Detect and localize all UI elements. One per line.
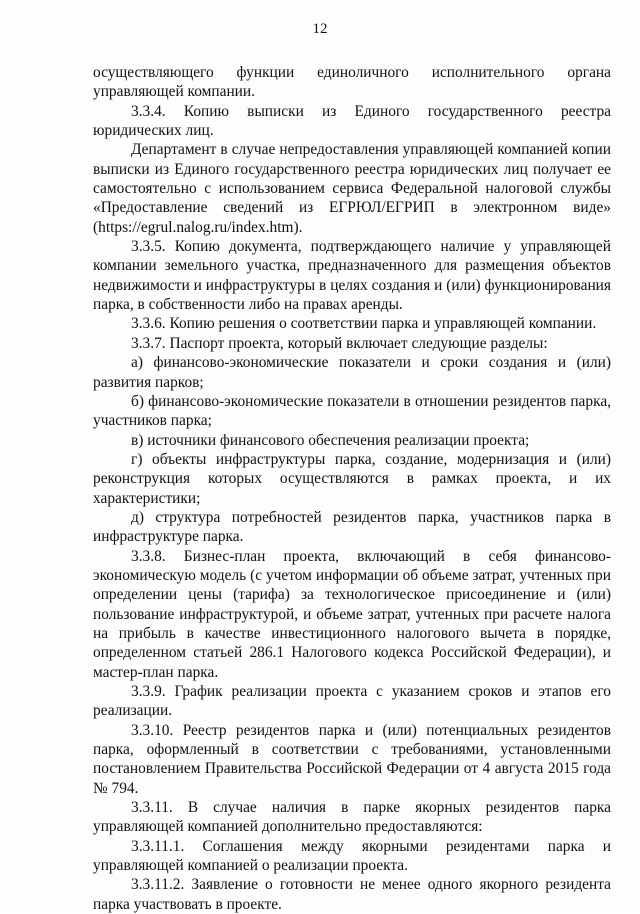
list-item-v: в) источники финансового обеспечения реализации проекта; xyxy=(131,431,530,449)
paragraph-3-3-5: 3.3.5. Копию документа, подтверждающего наличие у управляющей компании земельного участка, предназначенного для размещения объектов недвижимости и инфраструктуры в целях создания и (или) функционирования парка, в собственности либо на правах аренды. xyxy=(93,238,611,314)
list-item-a: а) финансово-экономические показатели и сроки создания и (или) развития парков; xyxy=(93,354,611,391)
list-item-b: б) финансово-экономические показатели в отношении резидентов парка, участников парка; xyxy=(93,392,611,430)
paragraph-continuation: осуществляющего функции единоличного исполнительного органа управляющей компании. xyxy=(93,64,611,101)
paragraph-3-3-6: 3.3.6. Копию решения о соответствии парка и управляющей компании. xyxy=(131,315,597,333)
paragraph-3-3-11: 3.3.11. В случае наличия в парке якорных резидентов парка управляющей компанией дополнительно предоставляются: xyxy=(93,799,611,836)
paragraph-3-3-11-1: 3.3.11.1. Соглашения между якорными резидентами парка и управляющей компанией о реализации проекта. xyxy=(93,837,611,875)
list-item-g: г) объекты инфраструктуры парка, создание, модернизация и (или) реконструкция которых осуществляются в рамках проекта, и их характеристики; xyxy=(93,450,611,507)
paragraph-3-3-9: 3.3.9. График реализации проекта с указанием сроков и этапов его реализации. xyxy=(93,683,611,720)
paragraph-3-3-7: 3.3.7. Паспорт проекта, который включает следующие разделы: xyxy=(131,334,548,352)
paragraph-department-note: Департамент в случае непредоставления управляющей компанией копии выписки из Единого государственного реестра юридических лиц получает ее самостоятельно с использованием сервиса Федеральной налоговой службы «Предоставление сведений из ЕГРЮЛ/ЕГРИП в электронном виде» (https://egrul.nalog.ru/index.htm). xyxy=(93,141,611,236)
document-body xyxy=(93,63,611,914)
paragraph-3-3-10: 3.3.10. Реестр резидентов парка и (или) потенциальных резидентов парка, оформленный в соответствии с требованиями, установленными постановлением Правительства Российской Федерации от 4 августа 2015 года № 794. xyxy=(93,721,611,797)
paragraph-3-3-4: 3.3.4. Копию выписки из Единого государственного реестра юридических лиц. xyxy=(93,102,611,140)
paragraph-3-3-8: 3.3.8. Бизнес-план проекта, включающий в себя финансово-экономическую модель (с учетом информации об объеме затрат, учтенных при определении цены (тарифа) за технологическое присоединение и (или) пользование инфраструктурой, и объеме затрат, учтенных при расчете налога на прибыль в качестве инвестиционного налогового вычета в порядке, определенном статьей 286.1 Налогового кодекса Российской Федерации), и мастер-план парка. xyxy=(93,547,611,681)
paragraph-3-3-11-2: 3.3.11.2. Заявление о готовности не менее одного якорного резидента парка участвовать в проекте. xyxy=(93,876,611,913)
page-number: 12 xyxy=(312,21,328,37)
list-item-d: д) структура потребностей резидентов парка, участников парка в инфраструктуре парка. xyxy=(93,508,611,546)
